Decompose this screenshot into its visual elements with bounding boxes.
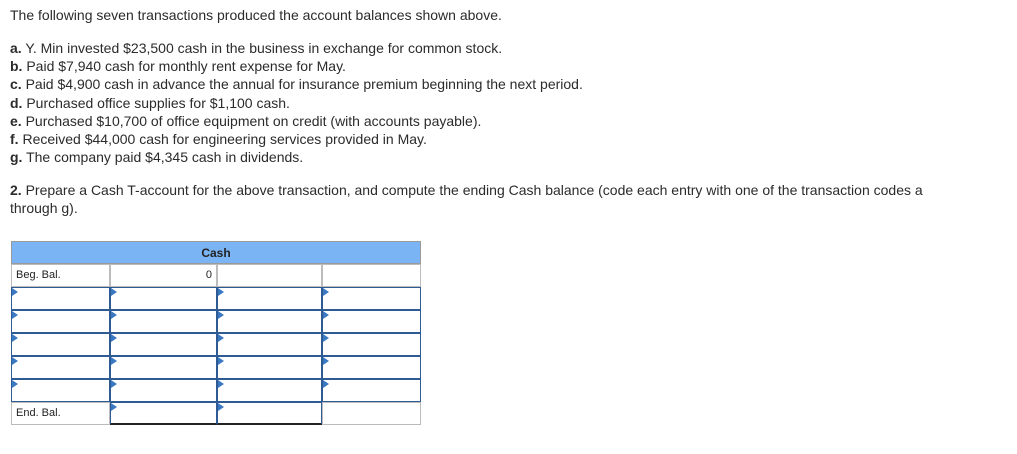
- credit-amount-input[interactable]: [322, 379, 421, 402]
- entry-row: [11, 333, 421, 356]
- credit-code-input[interactable]: [217, 310, 322, 333]
- transaction-text: Received $44,000 cash for engineering services provided in May.: [18, 130, 427, 147]
- debit-code-input[interactable]: [11, 333, 110, 356]
- question-prompt: [10, 181, 950, 217]
- transaction-text: Paid $7,940 cash for monthly rent expense for May.: [22, 58, 346, 75]
- transaction-code: b.: [10, 58, 23, 75]
- cash-t-account: [11, 241, 421, 427]
- transaction-code: c.: [10, 76, 22, 93]
- entry-row: [11, 287, 421, 310]
- end-bal-empty-cell: [322, 402, 421, 425]
- end-bal-label: End. Bal.: [11, 402, 110, 425]
- credit-amount-input[interactable]: [322, 356, 421, 379]
- transaction-a: [10, 39, 583, 57]
- transaction-g: [10, 148, 583, 166]
- entry-row: [11, 379, 421, 402]
- credit-amount-input[interactable]: [322, 333, 421, 356]
- debit-code-input[interactable]: [11, 287, 110, 310]
- question-text: Prepare a Cash T-account for the above transaction, and compute the ending Cash balance (code each entry with one of the transaction codes a through g).: [10, 182, 923, 216]
- transaction-b: [10, 57, 583, 75]
- end-bal-credit-input[interactable]: [217, 402, 322, 425]
- transaction-code: e.: [10, 112, 22, 129]
- debit-code-input[interactable]: [11, 310, 110, 333]
- beg-bal-label: Beg. Bal.: [11, 264, 110, 287]
- debit-amount-input[interactable]: [110, 287, 217, 310]
- credit-code-input[interactable]: [217, 379, 322, 402]
- transaction-text: Purchased office supplies for $1,100 cash.: [22, 94, 290, 111]
- credit-code-input[interactable]: [217, 333, 322, 356]
- debit-code-input[interactable]: [11, 379, 110, 402]
- transaction-d: [10, 94, 583, 112]
- transaction-f: [10, 130, 583, 148]
- transaction-code: f.: [10, 130, 19, 147]
- debit-amount-input[interactable]: [110, 333, 217, 356]
- transaction-text: Paid $4,900 cash in advance the annual for insurance premium beginning the next period.: [21, 76, 583, 93]
- credit-code-input[interactable]: [217, 356, 322, 379]
- end-bal-row: [11, 402, 421, 425]
- beg-bal-credit-code-cell: [217, 264, 322, 287]
- intro-text: The following seven transactions produced the account balances shown above.: [10, 7, 502, 23]
- debit-amount-input[interactable]: [110, 356, 217, 379]
- transaction-e: [10, 112, 583, 130]
- end-bal-debit-input[interactable]: [110, 402, 217, 425]
- transaction-code: d.: [10, 94, 23, 111]
- transaction-code: g.: [10, 149, 23, 166]
- debit-code-input[interactable]: [11, 356, 110, 379]
- entry-row: [11, 310, 421, 333]
- beg-bal-credit-amount-cell: [322, 264, 421, 287]
- transaction-text: Y. Min invested $23,500 cash in the business in exchange for common stock.: [21, 40, 503, 56]
- question-number: 2.: [10, 182, 22, 198]
- transactions-list: [10, 39, 583, 166]
- t-account-title: Cash: [11, 241, 421, 264]
- transaction-text: Purchased $10,700 of office equipment on credit (with accounts payable).: [21, 112, 482, 129]
- debit-amount-input[interactable]: [110, 310, 217, 333]
- debit-amount-input[interactable]: [110, 379, 217, 402]
- beg-bal-debit-value: 0: [110, 264, 217, 287]
- credit-code-input[interactable]: [217, 287, 322, 310]
- transaction-text: The company paid $4,345 cash in dividends.: [22, 149, 304, 166]
- credit-amount-input[interactable]: [322, 310, 421, 333]
- credit-amount-input[interactable]: [322, 287, 421, 310]
- entry-row: [11, 356, 421, 379]
- beg-bal-row: [11, 264, 421, 287]
- transaction-c: [10, 75, 583, 93]
- transaction-code: a.: [10, 40, 22, 56]
